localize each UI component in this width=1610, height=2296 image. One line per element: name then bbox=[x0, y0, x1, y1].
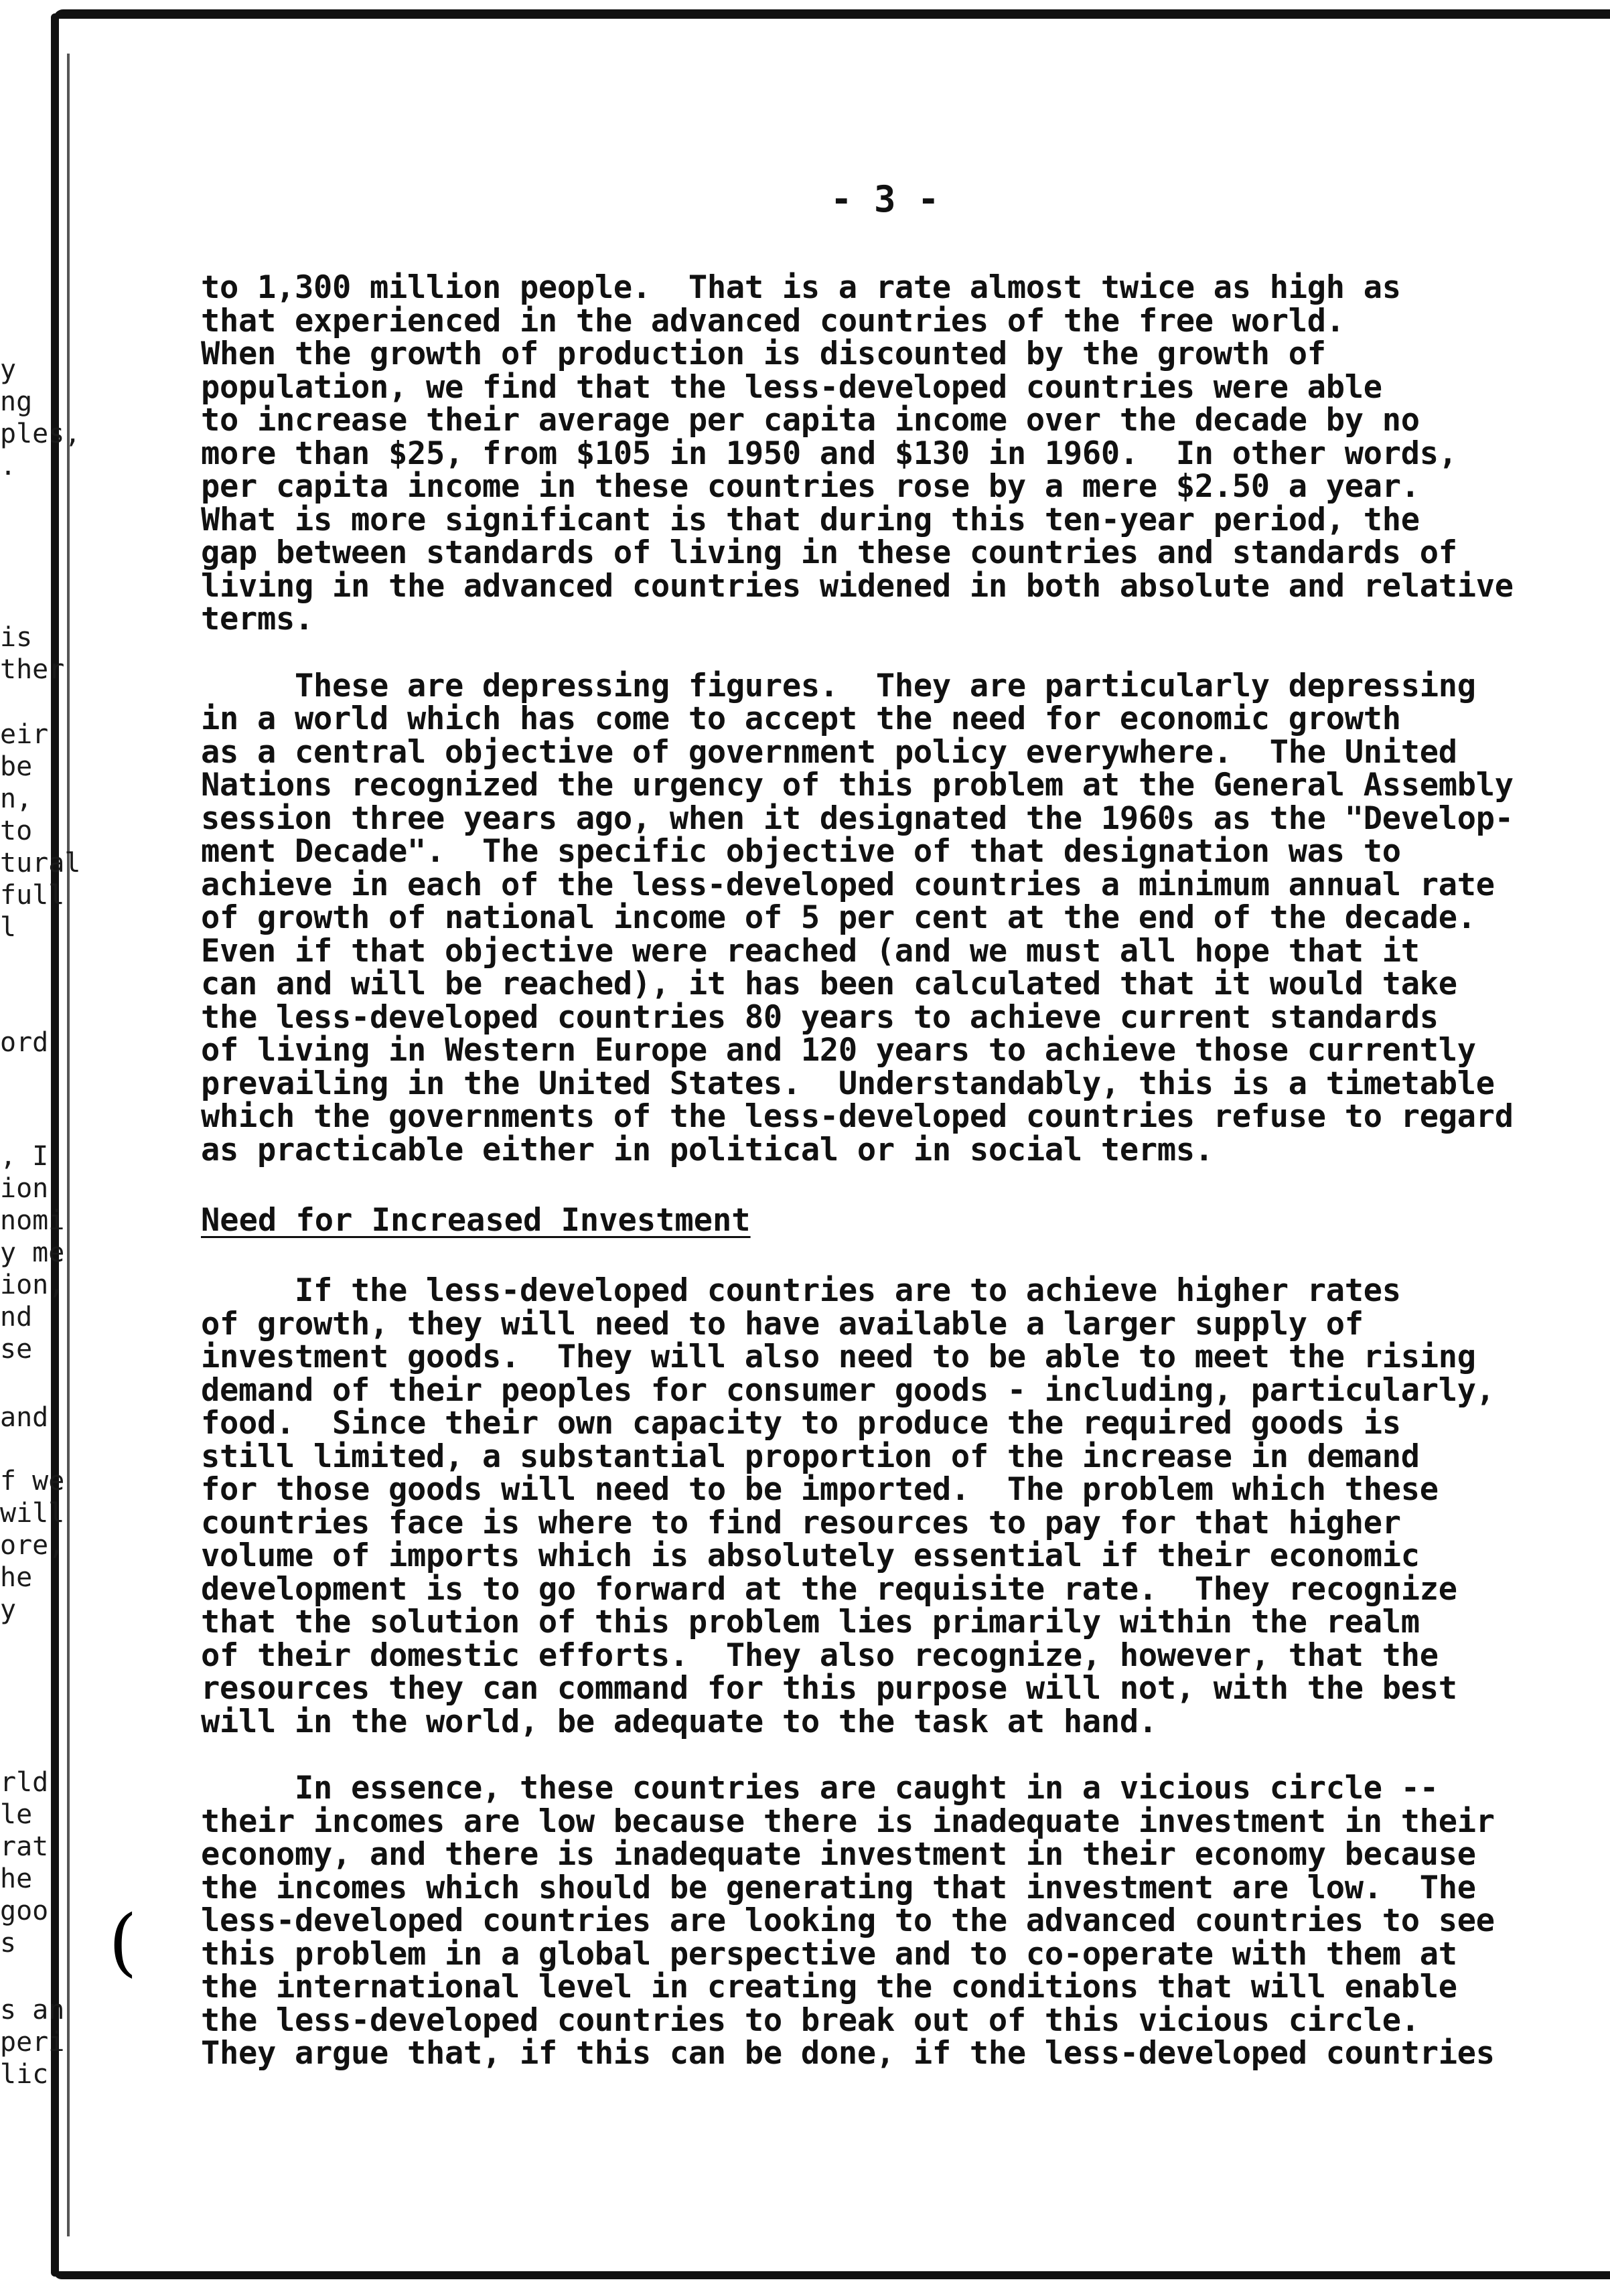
scan-border-left-inner bbox=[67, 54, 70, 2236]
text-line: which the governments of the less-developed countries refuse to regard bbox=[201, 1098, 1514, 1135]
previous-page-fragment: ion bbox=[0, 1173, 49, 1204]
text-line: for those goods will need to be imported. The problem which these bbox=[201, 1471, 1439, 1508]
text-line: the less-developed countries to break out of this vicious circle. bbox=[201, 2001, 1420, 2039]
text-line: that experienced in the advanced countries of the free world. bbox=[201, 302, 1345, 339]
previous-page-fragment: y me bbox=[0, 1237, 65, 1268]
text-line: volume of imports which is absolutely essential if their economic bbox=[201, 1537, 1420, 1574]
scan-border-left bbox=[51, 13, 59, 2277]
text-line: gap between standards of living in these countries and standards of bbox=[201, 534, 1457, 571]
text-line: of growth, they will need to have available a larger supply of bbox=[201, 1305, 1364, 1343]
previous-page-fragment: s bbox=[0, 1928, 17, 1959]
previous-page-fragment: l bbox=[0, 912, 17, 943]
text-line: prevailing in the United States. Understandably, this is a timetable bbox=[201, 1065, 1495, 1102]
text-line: food. Since their own capacity to produce the required goods is bbox=[201, 1405, 1401, 1442]
text-line: of their domestic efforts. They also recognize, however, that the bbox=[201, 1636, 1439, 1674]
text-line: countries face is where to find resources to pay for that higher bbox=[201, 1504, 1401, 1541]
previous-page-fragment: f we bbox=[0, 1466, 65, 1497]
paragraph-4 bbox=[201, 1772, 1601, 2070]
previous-page-fragment: y bbox=[0, 1594, 17, 1625]
text-line: population, we find that the less-developed countries were able bbox=[201, 368, 1382, 406]
text-line: still limited, a substantial proportion of the increase in demand bbox=[201, 1438, 1420, 1475]
text-line: the international level in creating the conditions that will enable bbox=[201, 1969, 1457, 2005]
previous-page-fragment: le bbox=[0, 1799, 33, 1830]
previous-page-fragment: peri bbox=[0, 2027, 65, 2058]
text-line: less-developed countries are looking to the advanced countries to see bbox=[201, 1902, 1495, 1939]
margin-bracket-mark: ( bbox=[108, 1899, 137, 1985]
previous-page-fragment: eir bbox=[0, 719, 49, 750]
paragraph-1 bbox=[201, 271, 1601, 636]
previous-page-fragment: goo bbox=[0, 1896, 49, 1926]
previous-page-fragment: , I bbox=[0, 1141, 49, 1172]
text-line: to 1,300 million people. That is a rate almost twice as high as bbox=[201, 269, 1401, 306]
previous-page-fragment: tural bbox=[0, 848, 81, 878]
text-line: ment Decade". The specific objective of that designation was to bbox=[201, 833, 1401, 870]
previous-page-fragment: full bbox=[0, 880, 65, 911]
text-line: per capita income in these countries rose by a mere $2.50 a year. bbox=[201, 468, 1420, 505]
previous-page-fragment: ore, bbox=[0, 1530, 65, 1561]
text-line: When the growth of production is discounted by the growth of bbox=[201, 335, 1326, 372]
text-line: If the less-developed countries are to achieve higher rates bbox=[201, 1272, 1401, 1309]
text-line: of living in Western Europe and 120 years to achieve those currently bbox=[201, 1032, 1476, 1069]
text-line: in a world which has come to accept the need for economic growth bbox=[201, 700, 1401, 737]
text-line: Nations recognized the urgency of this problem at the General Assembly bbox=[201, 767, 1514, 803]
text-line: as a central objective of government policy everywhere. The United bbox=[201, 733, 1457, 771]
text-line: their incomes are low because there is inadequate investment in their bbox=[201, 1803, 1495, 1840]
text-line: will in the world, be adequate to the task at hand. bbox=[201, 1703, 1157, 1740]
text-line: In essence, these countries are caught in a vicious circle -- bbox=[201, 1770, 1439, 1807]
text-line: the incomes which should be generating that investment are low. The bbox=[201, 1869, 1476, 1906]
text-line: development is to go forward at the requisite rate. They recognize bbox=[201, 1570, 1457, 1608]
text-line: achieve in each of the less-developed countries a minimum annual rate bbox=[201, 866, 1495, 903]
text-line: These are depressing figures. They are particularly depressing bbox=[201, 667, 1476, 704]
text-line: the less-developed countries 80 years to achieve current standards bbox=[201, 998, 1439, 1036]
previous-page-fragment: s an bbox=[0, 1995, 65, 2025]
scan-border-bottom bbox=[54, 2271, 1610, 2279]
previous-page-fragment: will bbox=[0, 1498, 65, 1529]
text-line: more than $25, from $105 in 1950 and $130 in 1960. In other words, bbox=[201, 435, 1457, 472]
text-line: can and will be reached), it has been calculated that it would take bbox=[201, 966, 1457, 1002]
text-line: this problem in a global perspective and to co-operate with them at bbox=[201, 1935, 1457, 1973]
text-line: They argue that, if this can be done, if the less-developed countries bbox=[201, 2035, 1495, 2072]
paragraph-2 bbox=[201, 667, 1601, 1168]
previous-page-fragment: y bbox=[0, 354, 17, 385]
text-line: session three years ago, when it designated the 1960s as the "Develop- bbox=[201, 799, 1514, 837]
previous-page-fragment: rat bbox=[0, 1831, 49, 1862]
text-line: Even if that objective were reached (and we must all hope that it bbox=[201, 932, 1420, 970]
text-line: What is more significant is that during this ten-year period, the bbox=[201, 501, 1420, 538]
previous-page-fragment: nd bbox=[0, 1302, 33, 1332]
previous-page-fragment: ion, bbox=[0, 1270, 65, 1300]
text-line: investment goods. They will also need to be able to meet the rising bbox=[201, 1338, 1476, 1375]
previous-page-fragment: to bbox=[0, 816, 33, 846]
text-line: economy, and there is inadequate investment in their economy because bbox=[201, 1836, 1476, 1873]
text-line: terms. bbox=[201, 601, 313, 637]
previous-page-fragment: he bbox=[0, 1863, 33, 1894]
previous-page-fragment: ples, bbox=[0, 418, 81, 449]
previous-page-edge bbox=[0, 0, 81, 2296]
previous-page-fragment: he bbox=[0, 1562, 33, 1593]
text-line: living in the advanced countries widened in both absolute and relative bbox=[201, 567, 1514, 605]
previous-page-fragment: ng bbox=[0, 386, 33, 417]
section-heading: Need for Increased Investment bbox=[201, 1202, 751, 1239]
text-line: of growth of national income of 5 per cent at the end of the decade. bbox=[201, 899, 1476, 936]
previous-page-fragment: lic bbox=[0, 2059, 49, 2090]
previous-page-fragment: is bbox=[0, 622, 33, 653]
document-body bbox=[201, 271, 1601, 2070]
text-line: that the solution of this problem lies primarily within the realm bbox=[201, 1604, 1420, 1640]
previous-page-fragment: rld bbox=[0, 1767, 49, 1798]
previous-page-fragment: ther bbox=[0, 654, 65, 685]
previous-page-fragment: . bbox=[0, 451, 17, 481]
previous-page-fragment: se bbox=[0, 1334, 33, 1365]
previous-page-fragment: be bbox=[0, 751, 33, 782]
previous-page-fragment: ord bbox=[0, 1027, 49, 1058]
text-line: as practicable either in political or in social terms. bbox=[201, 1131, 1214, 1168]
page-number: - 3 - bbox=[830, 178, 940, 220]
previous-page-fragment: n, bbox=[0, 783, 33, 814]
scan-border-top bbox=[54, 9, 1610, 19]
paragraph-3 bbox=[201, 1274, 1601, 1738]
text-line: demand of their peoples for consumer goods - including, particularly, bbox=[201, 1371, 1495, 1409]
text-line: resources they can command for this purpose will not, with the best bbox=[201, 1670, 1457, 1707]
previous-page-fragment: and bbox=[0, 1402, 49, 1433]
previous-page-fragment: nomi bbox=[0, 1205, 65, 1236]
text-line: to increase their average per capita income over the decade by no bbox=[201, 402, 1420, 439]
